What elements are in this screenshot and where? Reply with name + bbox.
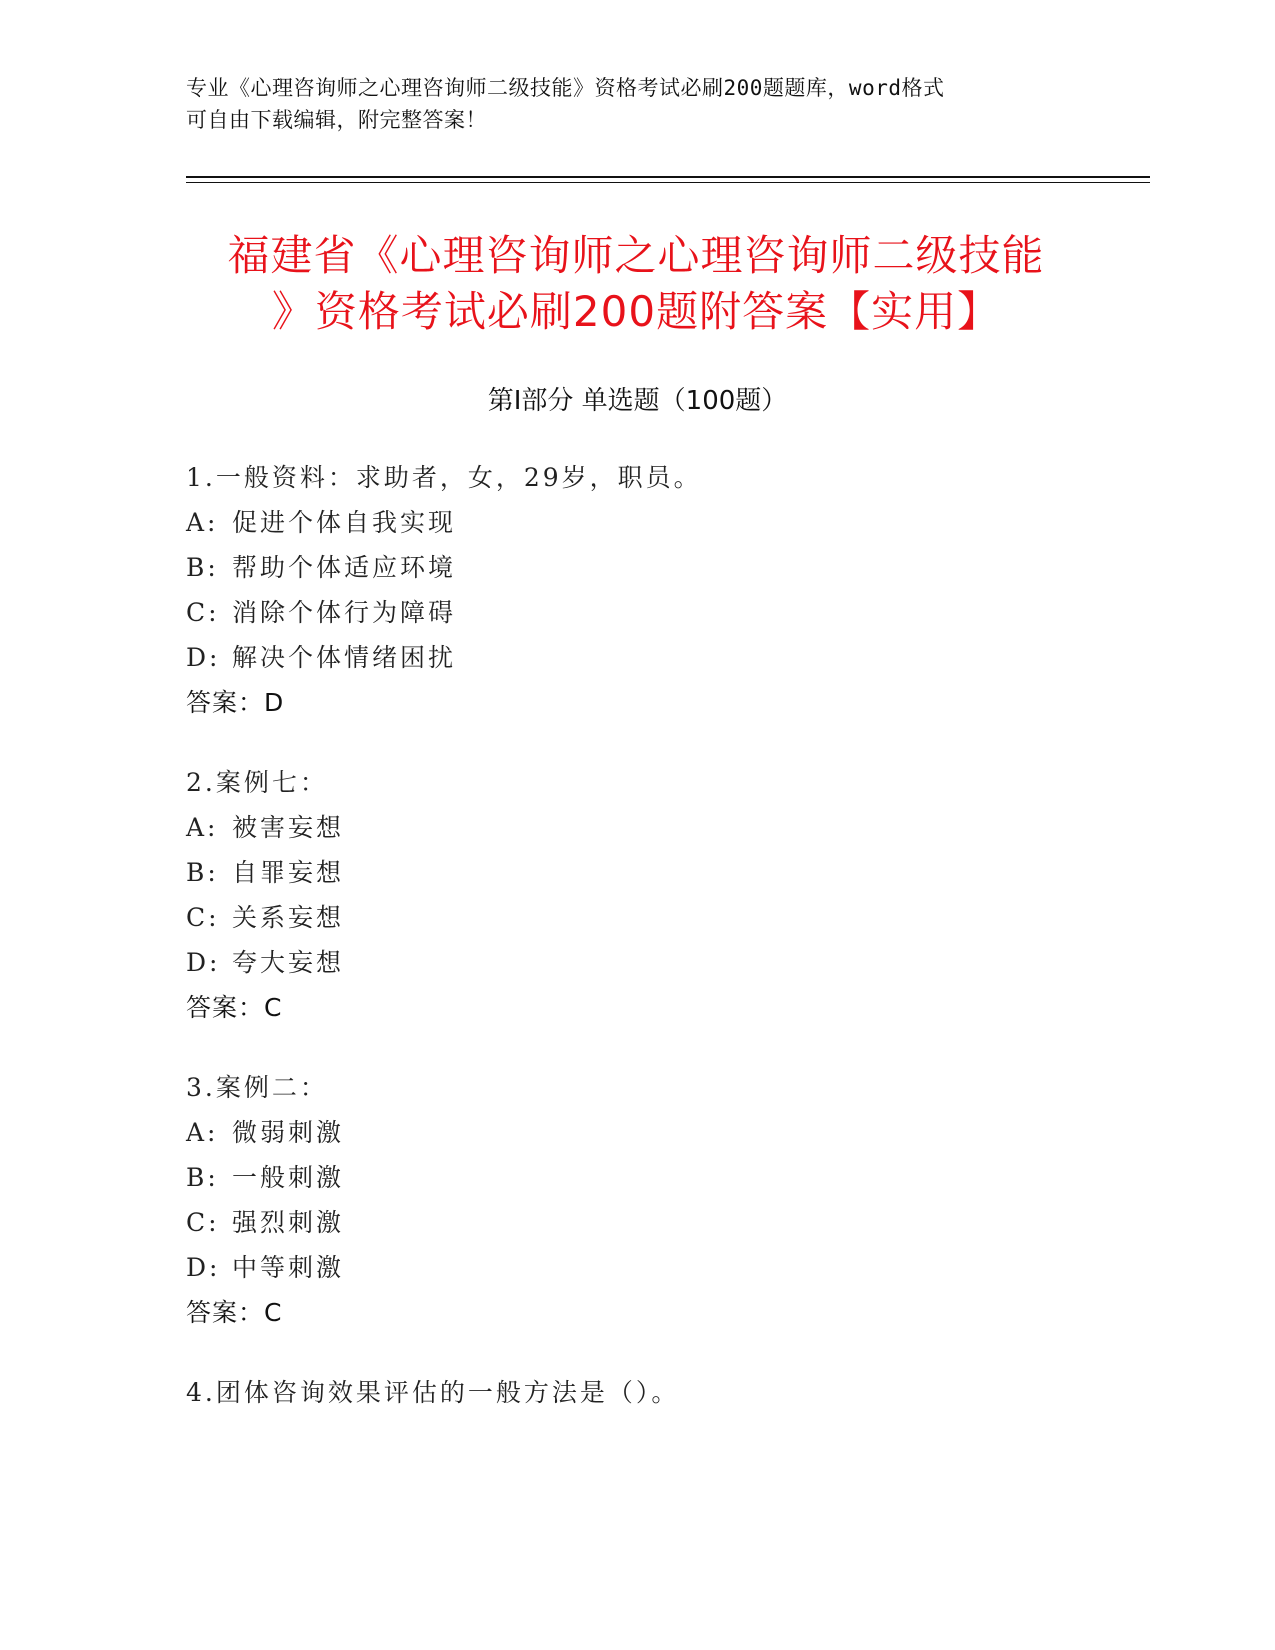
question-2: [186, 760, 1086, 1030]
answer-line: 答案：C: [186, 1298, 283, 1327]
option-text: 被害妄想: [232, 813, 345, 842]
option-text: 促进个体自我实现: [232, 508, 457, 537]
document-title: [186, 228, 1086, 340]
option-letter: C:: [186, 1208, 220, 1237]
header-note-line-2: 可自由下载编辑，附完整答案！: [186, 108, 487, 132]
option-b: [186, 850, 1086, 895]
option-a: [186, 500, 1086, 545]
option-text: 自罪妄想: [232, 858, 345, 887]
header-rule-thick: [186, 176, 1150, 178]
header-note: [186, 72, 1066, 136]
question-1: [186, 455, 1086, 725]
option-letter: B:: [186, 553, 219, 582]
option-d: [186, 940, 1086, 985]
document-title-line-1: 福建省《心理咨询师之心理咨询师二级技能: [227, 231, 1045, 280]
option-letter: A:: [186, 508, 219, 537]
option-letter: C:: [186, 903, 220, 932]
question-stem: 2.案例七：: [186, 768, 328, 797]
answer-line: 答案：C: [186, 993, 283, 1022]
option-text: 帮助个体适应环境: [232, 553, 457, 582]
option-letter: C:: [186, 598, 220, 627]
option-c: [186, 895, 1086, 940]
option-text: 消除个体行为障碍: [232, 598, 457, 627]
option-letter: A:: [186, 1118, 219, 1147]
answer-line: 答案：D: [186, 688, 285, 717]
option-a: [186, 805, 1086, 850]
option-letter: D:: [186, 948, 221, 977]
option-c: [186, 1200, 1086, 1245]
option-text: 中等刺激: [232, 1253, 345, 1282]
option-text: 关系妄想: [232, 903, 345, 932]
option-text: 一般刺激: [232, 1163, 345, 1192]
document-title-line-2: 》资格考试必刷200题附答案【实用】: [271, 287, 1001, 336]
option-letter: D:: [186, 1253, 221, 1282]
header-rule-thin: [186, 182, 1150, 183]
option-letter: D:: [186, 643, 221, 672]
option-letter: B:: [186, 858, 219, 887]
option-text: 解决个体情绪困扰: [232, 643, 457, 672]
option-text: 强烈刺激: [232, 1208, 345, 1237]
option-c: [186, 590, 1086, 635]
question-3: [186, 1065, 1086, 1335]
header-note-line-1: 专业《心理咨询师之心理咨询师二级技能》资格考试必刷200题题库，word格式: [186, 76, 945, 100]
option-letter: B:: [186, 1163, 219, 1192]
option-d: [186, 635, 1086, 680]
option-text: 微弱刺激: [232, 1118, 345, 1147]
section-title: 第Ⅰ部分 单选题（100题）: [487, 386, 788, 416]
question-stem: 3.案例二：: [186, 1073, 328, 1102]
question-stem: 4.团体咨询效果评估的一般方法是（）。: [186, 1378, 680, 1407]
option-b: [186, 545, 1086, 590]
option-a: [186, 1110, 1086, 1155]
option-letter: A:: [186, 813, 219, 842]
question-4: [186, 1370, 1086, 1415]
option-text: 夸大妄想: [232, 948, 345, 977]
option-d: [186, 1245, 1086, 1290]
question-stem: 1.一般资料：求助者，女，29岁，职员。: [186, 463, 702, 492]
option-b: [186, 1155, 1086, 1200]
